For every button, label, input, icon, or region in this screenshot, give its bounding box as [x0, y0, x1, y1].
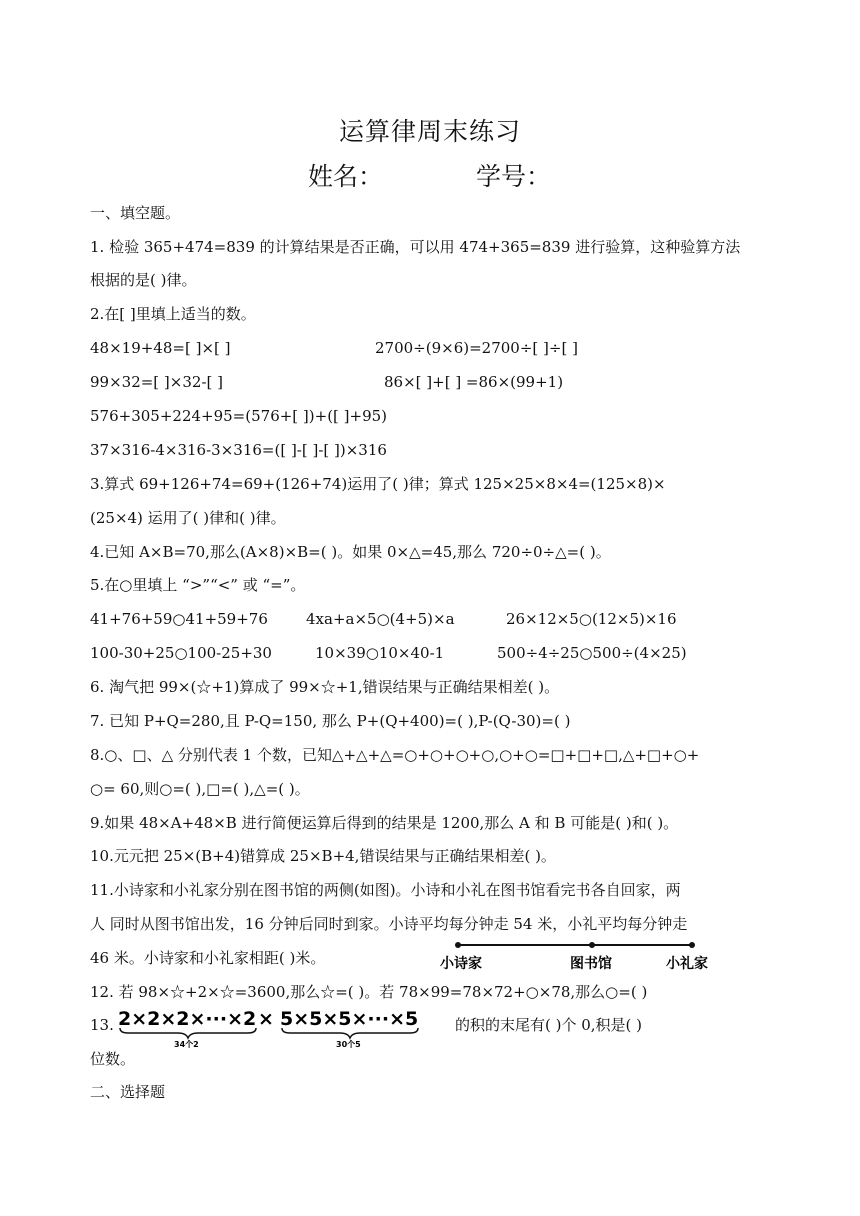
route-diagram [434, 936, 724, 976]
question-9: 9.如果 48×A+48×B 进行简便运算后得到的结果是 1200,那么 A 和 B 可能是( )和( )。 [90, 814, 679, 832]
question-11-line-3: 46 米。小诗家和小礼家相距( )米。 [90, 949, 326, 967]
section-heading-fill-blank: 一、填空题。 [90, 204, 181, 222]
route-point-middle [589, 942, 595, 948]
diagram-label-left: 小诗家 [440, 956, 482, 972]
question-2-intro: 2.在[ ]里填上适当的数。 [90, 305, 256, 323]
question-2-d: 86×[ ]+[ ] =86×(99+1) [384, 373, 564, 391]
question-5-intro: 5.在○里填上 “>”“<” 或 “=”。 [90, 576, 306, 594]
question-1-line-2: 根据的是( )律。 [90, 271, 197, 289]
name-label: 姓名： [308, 162, 384, 191]
question-5-c: 26×12×5○(12×5)×16 [506, 610, 677, 628]
page-title: 运算律周末练习 [338, 117, 521, 146]
question-7: 7. 已知 P+Q=280,且 P-Q=150, 那么 P+(Q+400)=( ),P-(Q-30)=( ) [90, 712, 571, 730]
question-5-e: 10×39○10×40-1 [315, 644, 445, 662]
number-label: 学号： [476, 162, 552, 191]
section-heading-multiple-choice: 二、选择题 [90, 1083, 166, 1101]
question-13-number: 13. [90, 1016, 114, 1034]
diagram-label-middle: 图书馆 [570, 956, 612, 972]
route-point-left [455, 942, 461, 948]
expression-times: × [258, 1008, 274, 1030]
question-12: 12. 若 98×☆+2×☆=3600,那么☆=( )。若 78×99=78×72+○×78,那么○=( ) [90, 983, 648, 1001]
question-3-line-1: 3.算式 69+126+74=69+(126+74)运用了( )律；算式 125×25×8×4=(125×8)× [90, 475, 666, 493]
question-11-line-2: 人 同时从图书馆出发，16 分钟后同时到家。小诗平均每分钟走 54 米，小礼平均每分钟走 [90, 915, 688, 933]
question-2-a: 48×19+48=[ ]×[ ] [90, 339, 231, 357]
brace-label-left: 34个2 [174, 1040, 199, 1048]
question-8-line-1: 8.○、□、△ 分别代表 1 个数，已知△+△+△=○+○+○+○,○+○=□+□+□,△+□+○+ [90, 746, 700, 764]
question-2-e: 576+305+224+95=(576+[ ])+([ ]+95) [90, 407, 388, 425]
question-5-a: 41+76+59○41+59+76 [90, 610, 268, 628]
question-2-f: 37×316-4×316-3×316=([ ]-[ ]-[ ])×316 [90, 441, 387, 459]
question-2-c: 99×32=[ ]×32-[ ] [90, 373, 223, 391]
question-8-line-2: ○= 60,则○=( ),□=( ),△=( )。 [90, 780, 310, 798]
route-line-svg [434, 936, 724, 976]
question-5-b: 4xa+a×5○(4+5)×a [306, 610, 455, 628]
question-5-f: 500÷4÷25○500÷(4×25) [497, 644, 687, 662]
expression-right: 5×5×5×···×5 [280, 1008, 419, 1030]
question-1-line-1: 1. 检验 365+474=839 的计算结果是否正确，可以用 474+365=839 进行验算，这种验算方法 [90, 238, 741, 256]
question-5-d: 100-30+25○100-25+30 [90, 644, 272, 662]
question-13-expression [116, 1006, 456, 1048]
brace-label-right: 30个5 [336, 1040, 361, 1048]
question-2-b: 2700÷(9×6)=2700÷[ ]÷[ ] [375, 339, 578, 357]
question-11-line-1: 11.小诗家和小礼家分别在图书馆的两侧(如图)。小诗和小礼在图书馆看完书各自回家，两 [90, 881, 681, 899]
expression-svg [116, 1006, 456, 1048]
diagram-label-right: 小礼家 [666, 956, 708, 972]
question-13-line-2: 位数。 [90, 1050, 136, 1068]
question-13-text: 的积的末尾有( )个 0,积是( ) [455, 1016, 643, 1034]
question-4: 4.已知 A×B=70,那么(A×8)×B=( )。如果 0×△=45,那么 720÷0÷△=( )。 [90, 543, 611, 561]
question-3-line-2: (25×4) 运用了( )律和( )律。 [90, 509, 286, 527]
question-6: 6. 淘气把 99×(☆+1)算成了 99×☆+1,错误结果与正确结果相差( )。 [90, 678, 560, 696]
question-10: 10.元元把 25×(B+4)错算成 25×B+4,错误结果与正确结果相差( )。 [90, 847, 556, 865]
route-point-right [689, 942, 695, 948]
expression-left: 2×2×2×···×2 [118, 1008, 257, 1030]
